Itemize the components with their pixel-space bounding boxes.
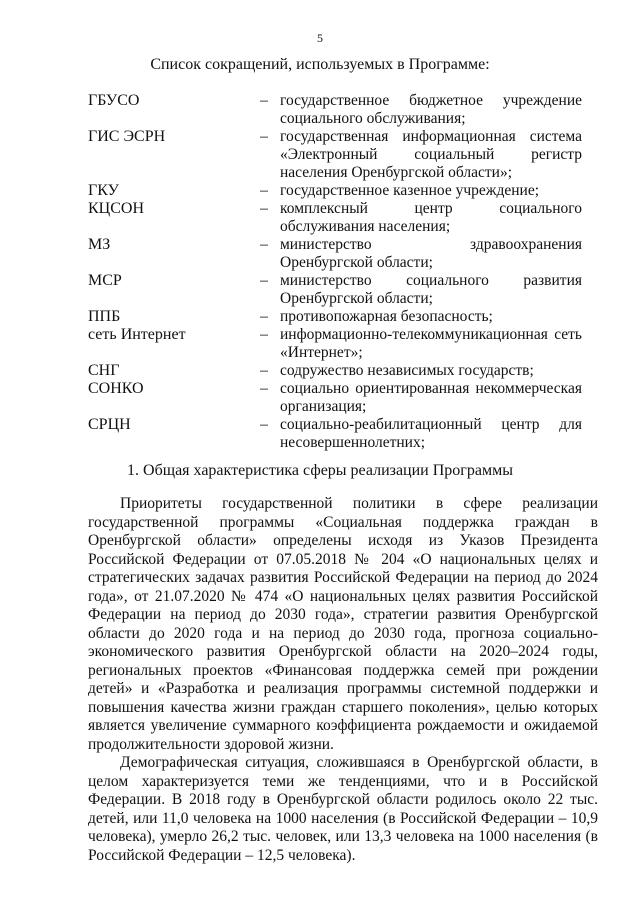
abbreviation-term: МСР <box>88 272 122 289</box>
abbreviation-term: СНГ <box>88 362 120 379</box>
abbreviation-definition: содружество независимых государств; <box>280 362 534 379</box>
page-number: 5 <box>317 31 323 45</box>
abbreviation-term: СРЦН <box>88 416 131 433</box>
abbreviation-dash: – <box>260 272 268 289</box>
abbreviation-dash: – <box>260 92 268 109</box>
abbreviation-dash: – <box>260 128 268 145</box>
abbreviation-definition: министерство здравоохранения Оренбургской области; <box>280 236 582 271</box>
abbreviation-definition: информационно-телекоммуникационная сеть «Интернет»; <box>280 326 582 361</box>
abbreviation-term: сеть Интернет <box>88 326 186 343</box>
paragraph: Приоритеты государственной политики в сфере реализации государственной программы «Социальная поддержка граждан в Оренбургской области» определены исходя из Указов Президента Российской Федерации от 07.05.2018 № 204 «О национальных целях и стратегических задачах развития Российской Федерации на период до 2024 года», от 21.07.2020 № 474 «О национальных целях развития Российской Федерации на период до 2030 года», стратегии развития Оренбургской области до 2020 года и на период до 2030 года, прогноза социально-экономического развития Оренбургской области на 2020–2024 годы, региональных проектов «Финансовая поддержка семей при рождении детей» и «Разработка и реализация программы системной поддержки и повышения качества жизни граждан старшего поколения», целью которых является увеличение суммарного коэффициента рождаемости и ожидаемой продолжительности здоровой жизни. <box>88 495 598 753</box>
abbreviation-row <box>88 92 588 128</box>
abbreviation-row <box>88 326 588 362</box>
abbreviation-row <box>88 362 588 380</box>
section-body <box>88 495 598 865</box>
abbreviation-definition: государственное казенное учреждение; <box>280 182 540 199</box>
abbreviation-definition: государственное бюджетное учреждение социального обслуживания; <box>280 92 582 127</box>
abbreviation-definition: государственная информационная система «Электронный социальный регистр населения Оренбургской области»; <box>280 128 582 181</box>
abbreviation-dash: – <box>260 416 268 433</box>
abbreviation-definition: социально-реабилитационный центр для несовершеннолетних; <box>280 416 582 451</box>
abbreviations-heading: Список сокращений, используемых в Программе: <box>150 56 490 73</box>
abbreviation-row <box>88 416 588 452</box>
abbreviation-row <box>88 236 588 272</box>
abbreviation-dash: – <box>260 380 268 397</box>
abbreviation-definition: противопожарная безопасность; <box>280 308 493 325</box>
abbreviation-dash: – <box>260 326 268 343</box>
abbreviation-row <box>88 182 588 200</box>
abbreviation-definition: социально ориентированная некоммерческая организация; <box>280 380 582 415</box>
abbreviation-dash: – <box>260 362 268 379</box>
abbreviation-dash: – <box>260 182 268 199</box>
abbreviation-term: ГБУСО <box>88 92 140 109</box>
abbreviation-row <box>88 380 588 416</box>
abbreviation-definition: комплексный центр социального обслуживания населения; <box>280 200 582 235</box>
abbreviation-row <box>88 200 588 236</box>
abbreviation-term: МЗ <box>88 236 111 253</box>
abbreviation-definition: министерство социального развития Оренбургской области; <box>280 272 582 307</box>
abbreviation-row <box>88 128 588 182</box>
section-heading: 1. Общая характеристика сферы реализации Программы <box>127 462 513 479</box>
abbreviation-term: ППБ <box>88 308 121 325</box>
abbreviation-term: ГКУ <box>88 182 119 199</box>
abbreviation-row <box>88 272 588 308</box>
abbreviations-list <box>88 92 588 452</box>
abbreviation-row <box>88 308 588 326</box>
paragraph: Демографическая ситуация, сложившаяся в Оренбургской области, в целом характеризуется теми же тенденциями, что и в Российской Федерации. В 2018 году в Оренбургской области родилось около 22 тыс. детей, или 11,0 человека на 1000 населения (в Российской Федерации – 10,9 человека), умерло 26,2 тыс. человек, или 13,3 человека на 1000 населения (в Российской Федерации – 12,5 человека). <box>88 754 598 864</box>
abbreviation-dash: – <box>260 236 268 253</box>
abbreviation-term: ГИС ЭСРН <box>88 128 166 145</box>
abbreviation-dash: – <box>260 200 268 217</box>
abbreviation-term: КЦСОН <box>88 200 145 217</box>
abbreviation-term: СОНКО <box>88 380 144 397</box>
abbreviation-dash: – <box>260 308 268 325</box>
